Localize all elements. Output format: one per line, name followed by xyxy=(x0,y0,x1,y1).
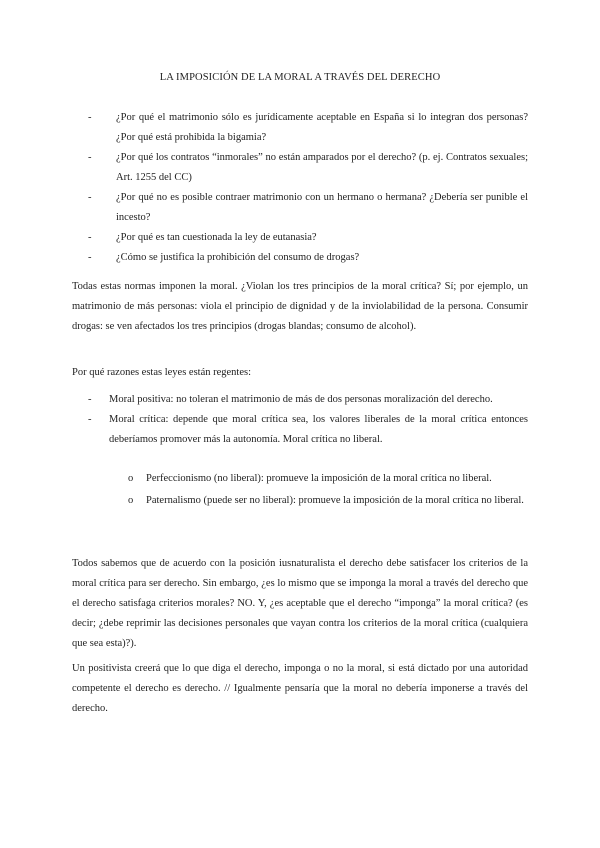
sub-item-text: Paternalismo (puede ser no liberal): promueve la imposición de la moral crítica no liberal. xyxy=(146,495,524,506)
list-item xyxy=(88,188,528,228)
sub-list xyxy=(130,469,528,511)
question-text: ¿Por qué el matrimonio sólo es jurídicamente aceptable en España si lo integran dos personas? ¿Por qué está prohibida la bigamia? xyxy=(116,112,528,143)
moral-text: Moral positiva: no toleran el matrimonio de más de dos personas moralización del derecho. xyxy=(109,394,493,405)
sub-list-item xyxy=(130,491,528,511)
list-item xyxy=(88,228,528,248)
sub-list-marker: o xyxy=(128,495,134,506)
list-marker: - xyxy=(88,152,92,163)
list-item xyxy=(88,248,528,268)
list-item xyxy=(88,108,528,148)
list-marker: - xyxy=(88,414,92,425)
paragraph-iusnaturalism: Todos sabemos que de acuerdo con la posición iusnaturalista el derecho debe satisfacer los criterios de la moral crítica para ser derecho. Sin embargo, ¿es lo mismo que se imponga la moral a través del derecho que el derecho satisfaga criterios morales? NO. Y, ¿es aceptable que el derecho “imponga” la moral crítica? (es decir; ¿debe reprimir las decisiones personales que vayan contra los criterios de la moral crítica (cualquiera que sea esta)?). xyxy=(72,558,528,649)
sub-item-text: Perfeccionismo (no liberal): promueve la imposición de la moral crítica no liberal. xyxy=(146,473,492,484)
question-text: ¿Por qué los contratos “inmorales” no están amparados por el derecho? (p. ej. Contratos sexuales; Art. 1255 del CC) xyxy=(116,152,528,183)
list-item xyxy=(88,390,528,410)
sub-list-marker: o xyxy=(128,473,134,484)
list-marker: - xyxy=(88,112,92,123)
paragraph-positivism: Un positivista creerá que lo que diga el derecho, imponga o no la moral, si está dictado por una autoridad competente el derecho es derecho. // Igualmente pensaría que la moral no debería imponerse a través del derecho. xyxy=(72,663,528,714)
list-marker: - xyxy=(88,394,92,405)
question-text: ¿Por qué no es posible contraer matrimonio con un hermano o hermana? ¿Debería ser punible el incesto? xyxy=(116,192,528,223)
list-item xyxy=(88,148,528,188)
question-text: ¿Por qué es tan cuestionada la ley de eutanasia? xyxy=(116,232,317,243)
list-marker: - xyxy=(88,192,92,203)
list-item xyxy=(88,410,528,450)
paragraph-reasons: Por qué razones estas leyes están regentes: xyxy=(72,367,252,378)
sub-list-item xyxy=(130,469,528,489)
list-marker: - xyxy=(88,232,92,243)
morals-list xyxy=(88,390,528,450)
page-title: LA IMPOSICIÓN DE LA MORAL A TRAVÉS DEL DERECHO xyxy=(159,72,441,83)
list-marker: - xyxy=(88,252,92,263)
questions-list xyxy=(88,108,528,268)
moral-text: Moral crítica: depende que moral crítica sea, los valores liberales de la moral crítica entonces deberíamos promover más la autonomía. Moral crítica no liberal. xyxy=(109,414,528,445)
question-text: ¿Cómo se justifica la prohibición del consumo de drogas? xyxy=(116,252,360,263)
paragraph-norms: Todas estas normas imponen la moral. ¿Violan los tres principios de la moral crítica? Sí; por ejemplo, un matrimonio de más personas: viola el principio de dignidad y de la inviolabilidad de la persona. Consumir drogas: se ven afectados los tres principios (drogas blandas; consumo de alcohol). xyxy=(72,281,528,332)
